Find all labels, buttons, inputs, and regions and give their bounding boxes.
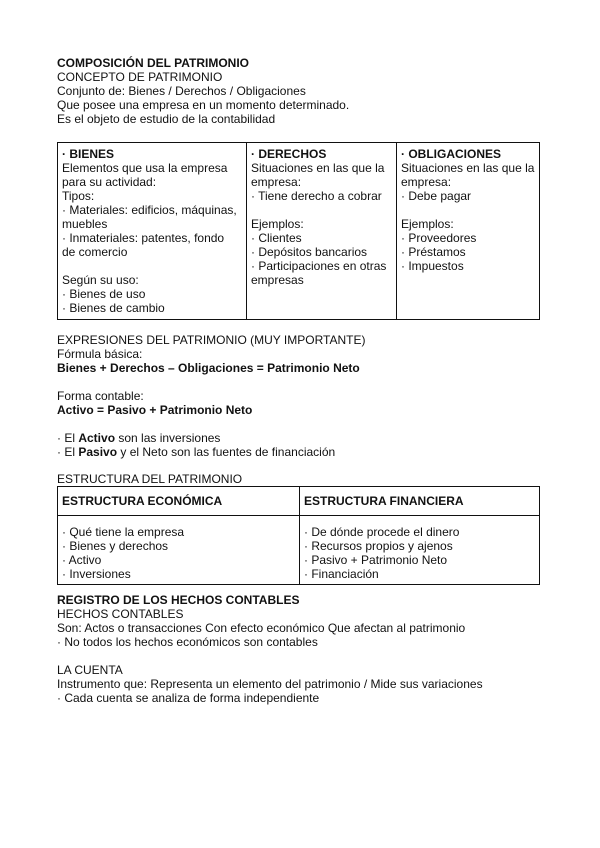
derechos-line: Ejemplos: bbox=[251, 217, 304, 231]
financiera-item: · De dónde procede el dinero bbox=[304, 525, 460, 539]
financiera-item: · Pasivo + Patrimonio Neto bbox=[304, 553, 448, 567]
derechos-line: · Participaciones en otras bbox=[251, 259, 387, 273]
bienes-line: · Bienes de uso bbox=[62, 287, 146, 301]
obligaciones-line: · Préstamos bbox=[401, 245, 466, 259]
text-line: · Cada cuenta se analiza de forma independiente bbox=[57, 691, 320, 705]
bienes-line: muebles bbox=[62, 217, 108, 231]
economica-item: · Activo bbox=[62, 553, 102, 567]
bienes-line: · Inmateriales: patentes, fondo bbox=[62, 231, 225, 245]
spacer bbox=[57, 649, 483, 663]
financiera-item: · Financiación bbox=[304, 567, 379, 581]
section-heading: ESTRUCTURA DEL PATRIMONIO bbox=[57, 472, 243, 486]
economica-cell bbox=[58, 516, 300, 585]
obligaciones-title: · OBLIGACIONES bbox=[401, 147, 502, 161]
contable-label: Forma contable: bbox=[57, 389, 144, 403]
financiera-header: ESTRUCTURA FINANCIERA bbox=[300, 487, 540, 516]
formula-label: Fórmula básica: bbox=[57, 347, 143, 361]
spacer bbox=[401, 203, 535, 217]
text-line: Que posee una empresa en un momento determinado. bbox=[57, 98, 350, 112]
obligaciones-line: · Debe pagar bbox=[401, 189, 472, 203]
derechos-cell bbox=[247, 143, 397, 320]
note-text: · El bbox=[57, 445, 79, 459]
bienes-line: Elementos que usa la empresa bbox=[62, 161, 228, 175]
subheading: HECHOS CONTABLES bbox=[57, 607, 184, 621]
section-heading: EXPRESIONES DEL PATRIMONIO (MUY IMPORTANTE) bbox=[57, 333, 366, 347]
note-text: son las inversiones bbox=[115, 431, 221, 445]
estructura-table bbox=[57, 486, 540, 585]
section-estructura bbox=[57, 472, 242, 486]
note-bold: Pasivo bbox=[78, 445, 118, 459]
derechos-line: · Tiene derecho a cobrar bbox=[251, 189, 382, 203]
obligaciones-line: · Proveedores bbox=[401, 231, 477, 245]
bienes-line: · Bienes de cambio bbox=[62, 301, 165, 315]
spacer bbox=[251, 203, 392, 217]
derechos-line: empresa: bbox=[251, 175, 302, 189]
formula-basica: Bienes + Derechos – Obligaciones = Patrimonio Neto bbox=[57, 361, 360, 375]
section-expresiones bbox=[57, 333, 365, 459]
derechos-line: empresas bbox=[251, 273, 304, 287]
text-line: · No todos los hechos económicos son contables bbox=[57, 635, 318, 649]
obligaciones-line: Ejemplos: bbox=[401, 217, 454, 231]
obligaciones-line: Situaciones en las que la bbox=[401, 161, 535, 175]
obligaciones-line: empresa: bbox=[401, 175, 452, 189]
financiera-item: · Recursos propios y ajenos bbox=[304, 539, 453, 553]
financiera-cell bbox=[300, 516, 540, 585]
economica-item: · Inversiones bbox=[62, 567, 131, 581]
note-text: · El bbox=[57, 431, 79, 445]
bienes-line: Tipos: bbox=[62, 189, 95, 203]
section-registro bbox=[57, 593, 483, 705]
obligaciones-line: · Impuestos bbox=[401, 259, 464, 273]
formula-contable: Activo = Pasivo + Patrimonio Neto bbox=[57, 403, 253, 417]
economica-item: · Qué tiene la empresa bbox=[62, 525, 185, 539]
bienes-title: · BIENES bbox=[62, 147, 115, 161]
bienes-cell bbox=[58, 143, 247, 320]
derechos-line: · Clientes bbox=[251, 231, 302, 245]
concept-heading: CONCEPTO DE PATRIMONIO bbox=[57, 70, 223, 84]
spacer bbox=[57, 417, 365, 431]
text-line: Son: Actos o transacciones Con efecto económico Que afectan al patrimonio bbox=[57, 621, 466, 635]
derechos-line: · Depósitos bancarios bbox=[251, 245, 368, 259]
text-line: Instrumento que: Representa un elemento del patrimonio / Mide sus variaciones bbox=[57, 677, 483, 691]
note-bold: Activo bbox=[78, 431, 116, 445]
derechos-line: Situaciones en las que la bbox=[251, 161, 385, 175]
section-title: COMPOSICIÓN DEL PATRIMONIO bbox=[57, 56, 250, 70]
note-text: y el Neto son las fuentes de financiación bbox=[117, 445, 336, 459]
derechos-title: · DERECHOS bbox=[251, 147, 327, 161]
spacer bbox=[62, 259, 242, 273]
text-line: Conjunto de: Bienes / Derechos / Obligaciones bbox=[57, 84, 306, 98]
bienes-line: para su actividad: bbox=[62, 175, 157, 189]
bienes-line: · Materiales: edificios, máquinas, bbox=[62, 203, 237, 217]
economica-item: · Bienes y derechos bbox=[62, 539, 169, 553]
economica-header: ESTRUCTURA ECONÓMICA bbox=[58, 487, 300, 516]
patrimonio-components-table bbox=[57, 142, 540, 320]
bienes-line: de comercio bbox=[62, 245, 128, 259]
section-title: REGISTRO DE LOS HECHOS CONTABLES bbox=[57, 593, 300, 607]
spacer bbox=[57, 375, 365, 389]
pasivo-note bbox=[57, 445, 365, 459]
obligaciones-cell bbox=[397, 143, 540, 320]
text-line: Es el objeto de estudio de la contabilidad bbox=[57, 112, 276, 126]
section-composicion bbox=[57, 56, 349, 126]
activo-note bbox=[57, 431, 365, 445]
bienes-line: Según su uso: bbox=[62, 273, 139, 287]
cuenta-heading: LA CUENTA bbox=[57, 663, 123, 677]
